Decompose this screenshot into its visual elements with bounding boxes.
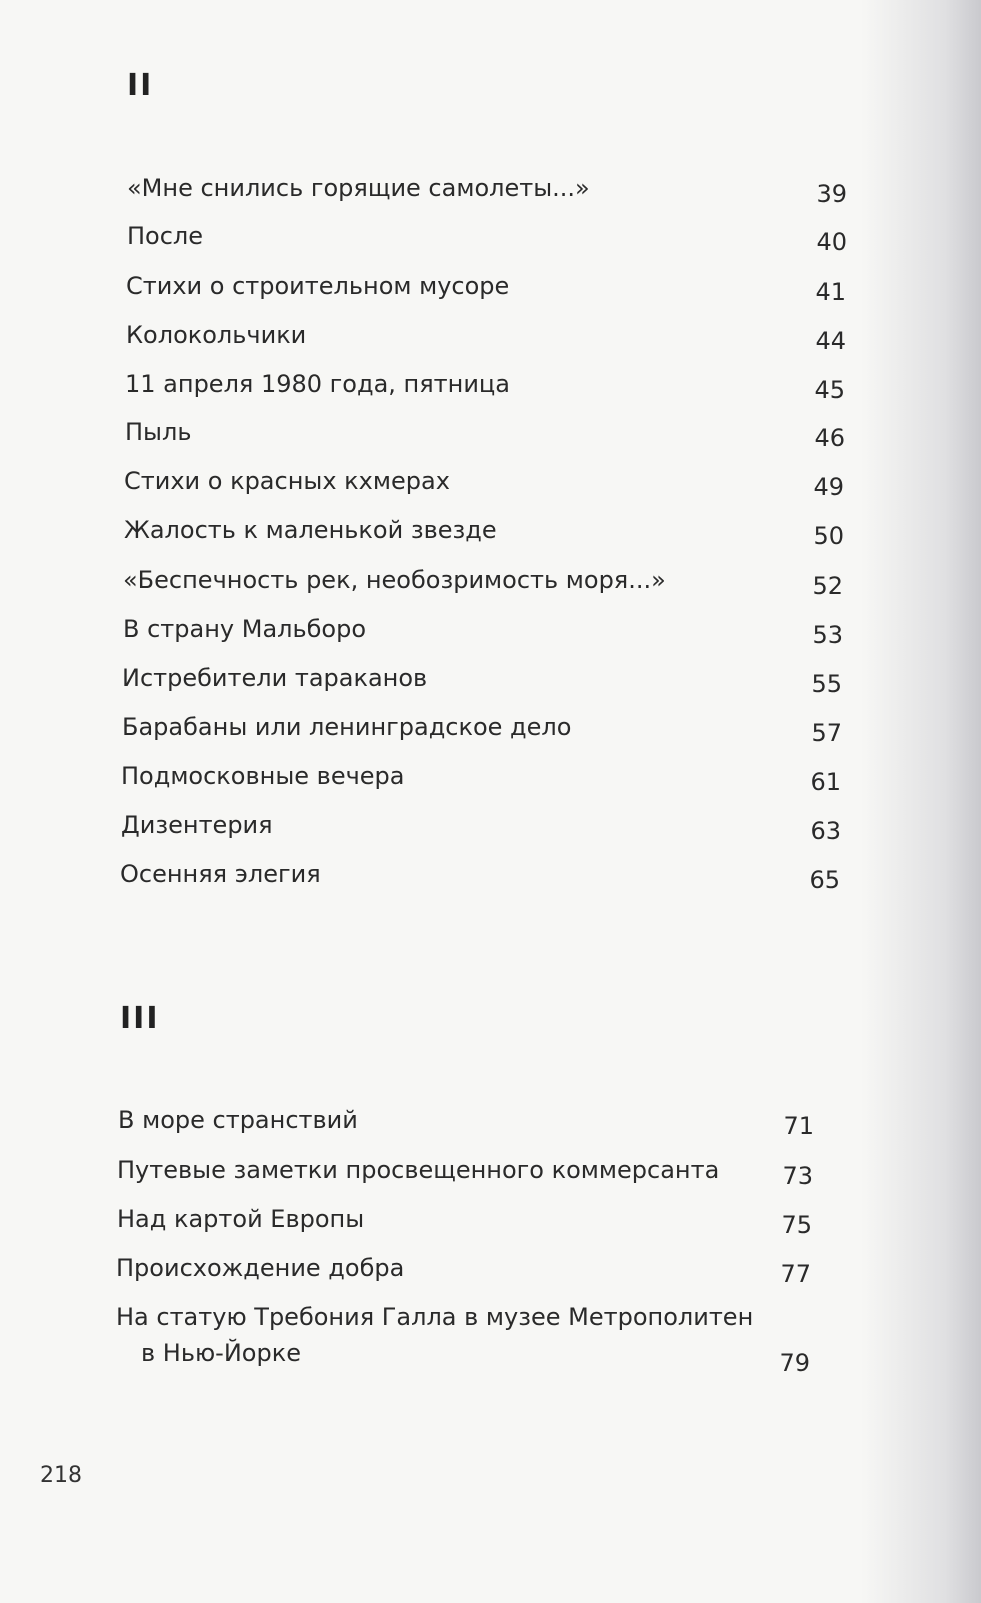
toc-entry-page: 53	[812, 621, 843, 649]
toc-entry-page: 50	[813, 522, 844, 550]
toc-entry-title: Осенняя элегия	[120, 860, 321, 888]
toc-entry-title: «Беспечность рек, необозримость моря...»	[123, 566, 666, 594]
toc-entry-page: 71	[783, 1112, 814, 1140]
toc-entry-title: Подмосковные вечера	[121, 762, 405, 790]
toc-entry-page: 63	[810, 817, 841, 845]
toc-entry-title: Колокольчики	[126, 321, 307, 349]
toc-entry-title: Стихи о красных кхмерах	[124, 467, 450, 495]
toc-entry-title: После	[127, 222, 204, 250]
toc-entry-title: Истребители тараканов	[122, 664, 428, 692]
toc-entry-title: Барабаны или ленинградское дело	[122, 713, 572, 741]
toc-entry-page: 52	[812, 572, 843, 600]
toc-entry-page: 40	[816, 228, 847, 256]
section-heading-iii: III	[120, 1001, 160, 1036]
toc-entry-title: Жалость к маленькой звезде	[124, 516, 497, 544]
toc-entry-page: 73	[782, 1162, 813, 1190]
section-heading-ii: II	[127, 68, 154, 103]
toc-entry-page: 44	[815, 327, 846, 355]
toc-entry-page: 57	[811, 719, 842, 747]
toc-entry-title: В страну Мальборо	[123, 615, 367, 643]
toc-entry-title: «Мне снились горящие самолеты...»	[127, 174, 590, 202]
toc-entry-page: 65	[809, 866, 840, 894]
toc-entry-page: 79	[779, 1349, 810, 1377]
toc-entry-title: Дизентерия	[121, 811, 273, 839]
toc-entry-page: 41	[815, 278, 846, 306]
toc-entry-title-continuation: в Нью-Йорке	[141, 1339, 301, 1367]
toc-entry-title-line: На статую Требония Галла в музее Метрополитен	[116, 1303, 754, 1331]
toc-entry-title: 11 апреля 1980 года, пятница	[125, 370, 510, 398]
toc-entry-title	[116, 1299, 753, 1371]
page-number: 218	[40, 1463, 82, 1488]
toc-entry-page: 61	[810, 768, 841, 796]
toc-entry	[116, 1299, 810, 1379]
toc-entry-page: 49	[813, 473, 844, 501]
toc-entry-title: Пыль	[125, 418, 192, 446]
toc-entry-title: Стихи о строительном мусоре	[126, 272, 510, 300]
toc-entry-page: 46	[814, 424, 845, 452]
toc-entry-title: Происхождение добра	[116, 1254, 405, 1282]
toc-entry-title: В море странствий	[118, 1106, 358, 1134]
toc-entry-title: Путевые заметки просвещенного коммерсанта	[117, 1156, 720, 1184]
toc-entry-page: 45	[814, 376, 845, 404]
binding-shadow	[861, 0, 981, 1603]
toc-entry-page: 75	[781, 1211, 812, 1239]
toc-entry-page: 55	[811, 670, 842, 698]
toc-entry-page: 39	[816, 180, 847, 208]
toc-entry-page: 77	[780, 1260, 811, 1288]
toc-entry-title: Над картой Европы	[117, 1205, 365, 1233]
